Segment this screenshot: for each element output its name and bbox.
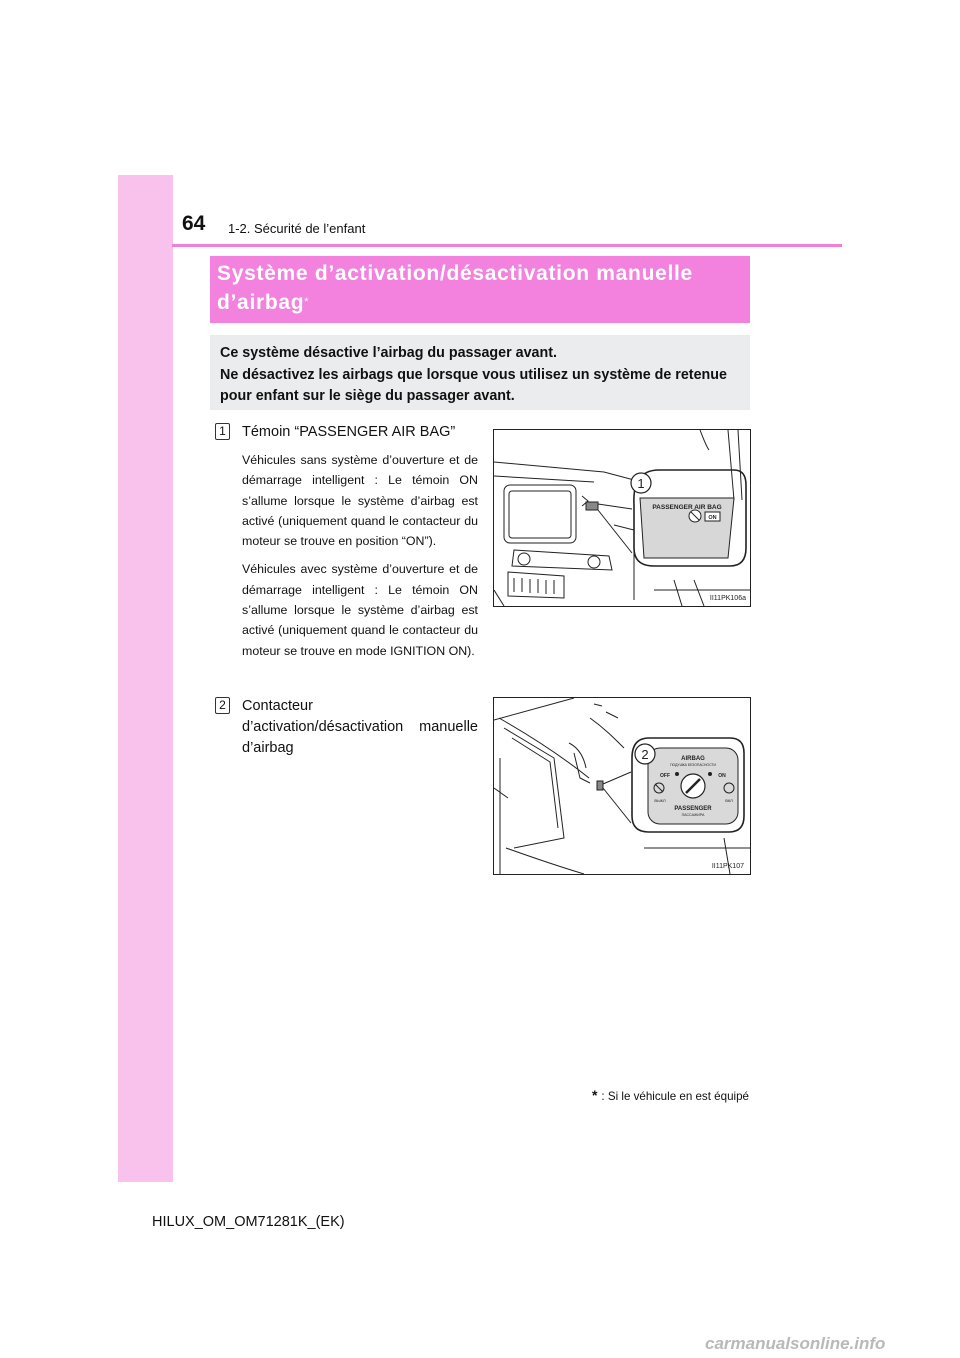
side-tab-band <box>118 175 173 1182</box>
section-reference: 1-2. Sécurité de l’enfant <box>228 221 366 236</box>
dashboard-illustration <box>494 430 750 606</box>
switch-on-label: ON <box>718 773 726 779</box>
switch-bottom-label-ru: ПАССАЖИРА <box>681 813 705 817</box>
page-number: 64 <box>182 212 206 235</box>
figure-switch-location <box>493 697 751 875</box>
item-paragraph: Véhicules avec système d’ouverture et de démarrage intelligent : Le témoin ON s’allume lorsque le système d’airbag est activé (uniquement quand le contacteur du moteur se trouve en mode IGNITION ON). <box>242 562 478 658</box>
intro-line-2: Ne désactivez les airbags que lorsque vous utilisez un système de retenue pour enfant sur le siège du passager avant. <box>220 366 727 404</box>
footnote-marker: * <box>591 1087 598 1103</box>
indicator-panel-label: PASSENGER AIR BAG <box>652 504 722 511</box>
header-rule <box>172 244 842 247</box>
callout-number: 2 <box>641 747 649 762</box>
switch-on-label-ru: ВКЛ <box>725 798 733 803</box>
callout-number: 1 <box>637 476 645 491</box>
switch-off-label: OFF <box>660 773 670 779</box>
item-paragraph: Véhicules sans système d’ouverture et de démarrage intelligent : Le témoin ON s’allume lorsque le système d’airbag est activé (uniquement quand le contacteur du moteur se trouve en position “ON”). <box>242 453 478 549</box>
item-title: Témoin “PASSENGER AIR BAG” <box>242 424 456 440</box>
glovebox-illustration <box>494 698 750 874</box>
item-number-badge: 1 <box>215 423 230 440</box>
footnote-text: : Si le véhicule en est équipé <box>601 1090 749 1103</box>
document-id: HILUX_OM_OM71281K_(EK) <box>152 1214 345 1230</box>
item-description <box>242 450 478 669</box>
watermark: carmanualsonline.info <box>705 1334 886 1353</box>
item-number-badge: 2 <box>215 697 230 714</box>
intro-text <box>220 343 748 408</box>
footnote <box>592 1087 749 1103</box>
section-title-text: Système d’activation/désactivation manuelle d’airbag <box>217 262 693 314</box>
figure-code: II11PK106a <box>709 595 746 602</box>
switch-bottom-label: PASSENGER <box>674 806 712 812</box>
switch-top-label: AIRBAG <box>681 756 705 762</box>
figure-indicator-location <box>493 429 751 607</box>
title-footnote-marker: * <box>304 296 310 308</box>
figure-code: II11PK107 <box>711 863 744 870</box>
indicator-on-label: ON <box>708 515 717 521</box>
item-title: Contacteur d’activation/désactivation manuelle d’airbag <box>242 698 478 756</box>
switch-off-label-ru: ВЫКЛ <box>654 798 666 803</box>
intro-line-1: Ce système désactive l’airbag du passager avant. <box>220 345 557 361</box>
switch-top-label-ru: ПОДУШКА БЕЗОПАСНОСТИ <box>670 763 716 767</box>
section-title <box>217 259 747 317</box>
